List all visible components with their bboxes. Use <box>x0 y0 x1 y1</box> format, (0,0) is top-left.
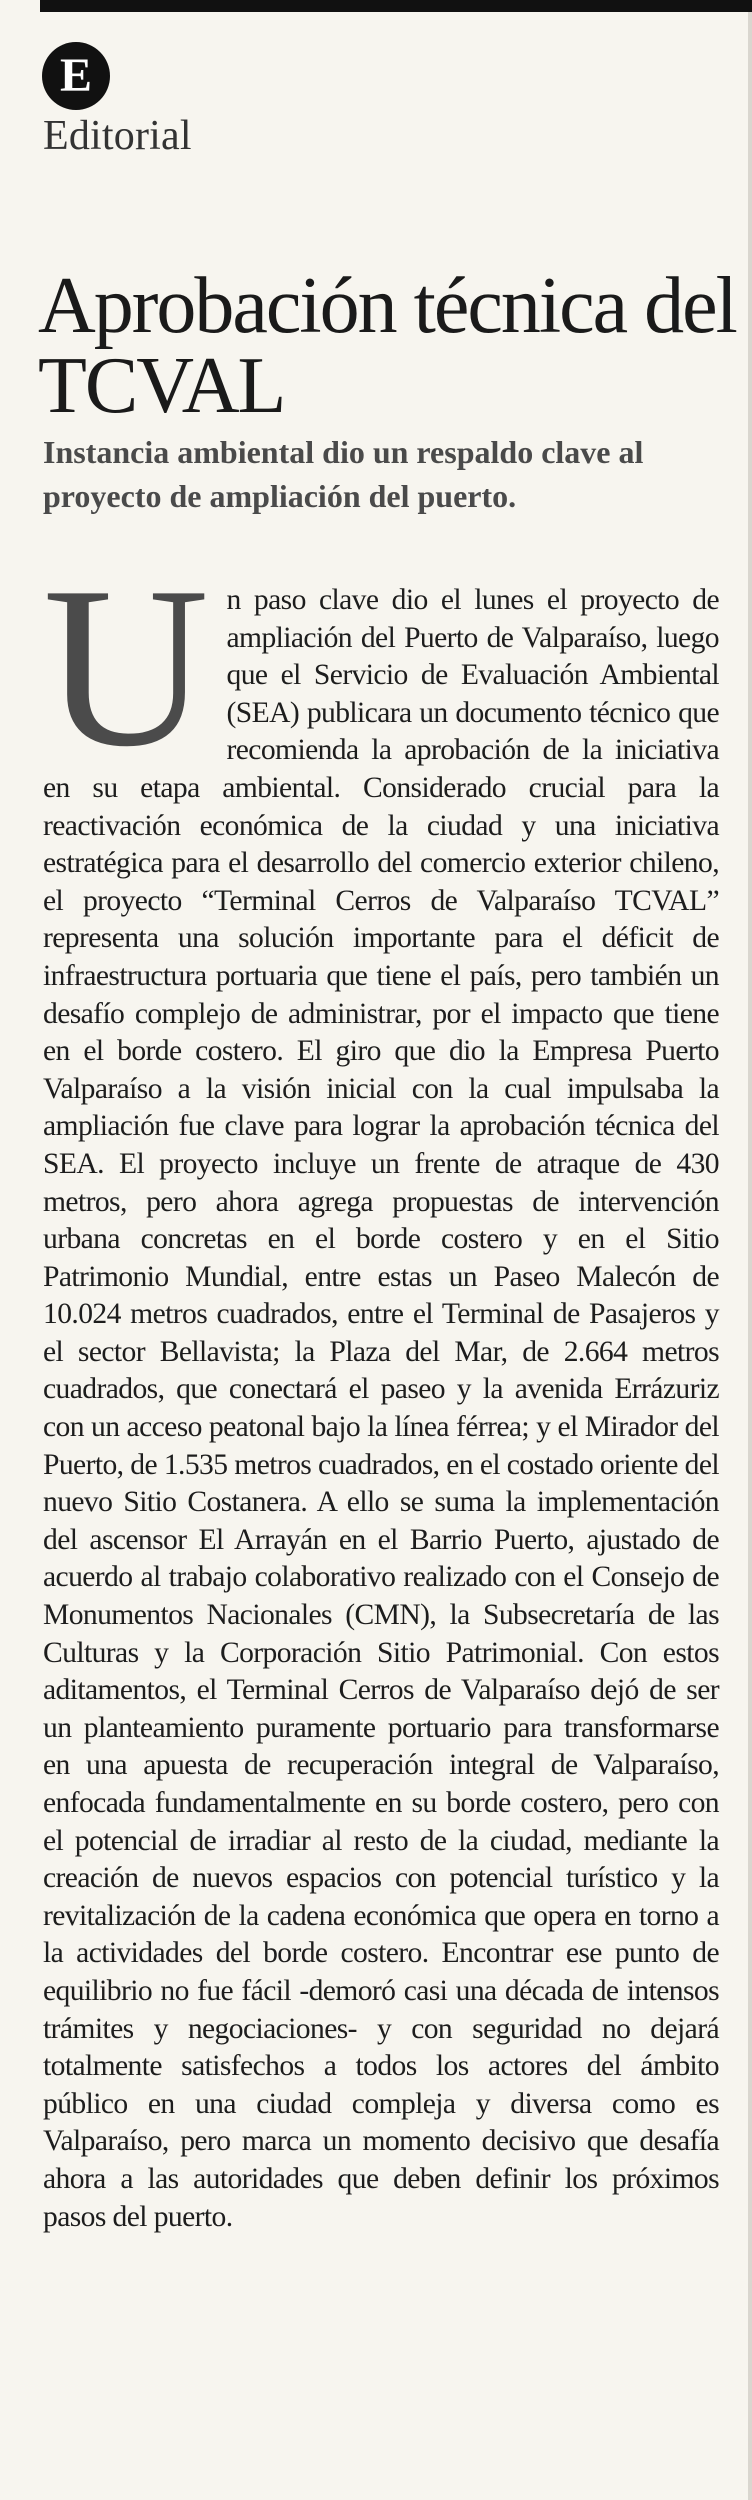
drop-cap: U <box>43 539 209 794</box>
article-text: n paso clave dio el lunes el proyecto de ampliación del Puerto de Valparaíso, luego que el Servicio de Evaluación Ambiental (SEA) publicara un documento técnico que recomienda la aprobación de la iniciativa en su etapa ambiental. Considerado crucial para la reactivación económica de la ciudad y una iniciativa estratégica para el desarrollo del comercio exterior chileno, el proyecto “Terminal Cerros de Valparaíso TCVAL” representa una solución importante para el déficit de infraestructura portuaria que tiene el país, pero también un desafío complejo de administrar, por el impacto que tiene en el borde costero. El giro que dio la Empresa Puerto Valparaíso a la visión inicial con la cual impulsaba la ampliación fue clave para lograr la aprobación técnica del SEA. El proyecto incluye un frente de atraque de 430 metros, pero ahora agrega propuestas de intervención urbana concretas en el borde costero y en el Sitio Patrimonio Mundial, entre estas un Paseo Malecón de 10.024 metros cuadrados, entre el Terminal de Pasajeros y el sector Bellavista; la Plaza del Mar, de 2.664 metros cuadrados, que conectará el paseo y la avenida Errázuriz con un acceso peatonal bajo la línea férrea; y el Mirador del Puerto, de 1.535 metros cuadrados, en el costado oriente del nuevo Sitio Costanera. A ello se suma la implementación del ascensor El Arrayán en el Barrio Puerto, ajustado de acuerdo al trabajo colaborativo realizado con el Consejo de Monumentos Nacionales (CMN), la Subsecretaría de las Culturas y la Corporación Sitio Patrimonial. Con estos aditamentos, el Terminal Cerros de Valparaíso dejó de ser un planteamiento puramente portuario para transformarse en una apuesta de recuperación integral de Valparaíso, enfocada fundamentalmente en su borde costero, pero con el potencial de irradiar al resto de la ciudad, mediante la creación de nuevos espacios con potencial turístico y la revitalización de la cadena económica que opera en torno a la actividades del borde costero. Encontrar ese punto de equilibrio no fue fácil -demoró casi una década de intensos trámites y negociaciones- y con seguridad no dejará totalmente satisfechos a todos los actores del ámbito público en una ciudad compleja y diversa como es Valparaíso, pero marca un momento decisivo que desafía ahora a las autoridades que deben definir los próximos pasos del puerto. <box>43 584 719 2233</box>
headline: Aprobación técnica del TCVAL <box>38 261 736 430</box>
editorial-badge: E <box>42 42 110 110</box>
top-rule <box>40 0 752 12</box>
section-label: Editorial <box>43 113 192 159</box>
article-body <box>43 539 719 2236</box>
column-divider <box>748 12 752 2500</box>
deck-subtitle: Instancia ambiental dio un respaldo clave al proyecto de ampliación del puerto. <box>43 434 644 514</box>
